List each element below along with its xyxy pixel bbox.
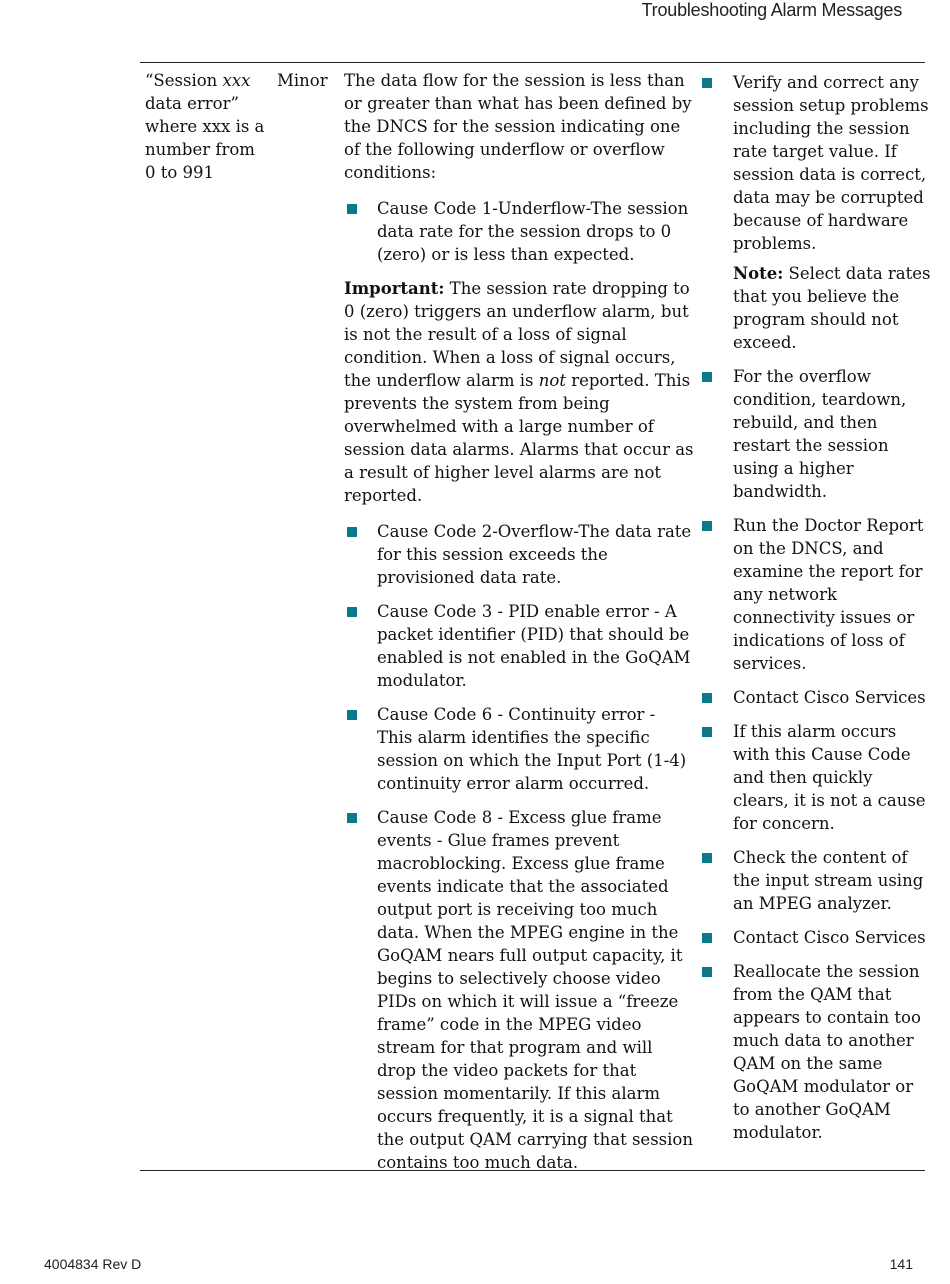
table-top-rule bbox=[140, 62, 925, 63]
severity-value: Minor bbox=[277, 71, 328, 90]
action-item: Reallocate the session from the QAM that appears to contain too much data to another QAM on the same GoQAM modulator or to another GoQAM modulator. bbox=[700, 960, 932, 1144]
alarm-name: “Session xxx data error” where xxx is a number from 0 to 991 bbox=[145, 71, 265, 182]
bullet-square-icon bbox=[347, 813, 357, 823]
table-bottom-rule bbox=[140, 1170, 925, 1171]
action-note: Note: Select data rates that you believe the program should not exceed. bbox=[733, 264, 931, 352]
cause-code-6-item: Cause Code 6 - Continuity error - This alarm identifies the specific session on which the Input Port (1-4) continuity error alarm occurred. bbox=[344, 703, 694, 795]
action-item: For the overflow condition, teardown, rebuild, and then restart the session using a higher bandwidth. bbox=[700, 365, 932, 503]
action-item: Verify and correct any session setup problems including the session rate target value. If session data is correct, data may be corrupted because of hardware problems. bbox=[700, 71, 932, 255]
cause-code-2-item: Cause Code 2-Overflow-The data rate for this session exceeds the provisioned data rate. bbox=[344, 520, 694, 589]
cause-code-8-item: Cause Code 8 - Excess glue frame events - Glue frames prevent macroblocking. Excess glue frame events indicate that the associated output port is receiving too much data. When the MPEG engine in the GoQAM nears full output capacity, it begins to selectively choose video PIDs on which it will issue a “freeze frame” code in the MPEG video stream for that program and will drop the video packets for that session momentarily. If this alarm occurs frequently, it is a signal that the output QAM carrying that session contains too much data. bbox=[344, 806, 694, 1174]
bullet-square-icon bbox=[347, 607, 357, 617]
description-cell bbox=[344, 69, 694, 1174]
action-item: Contact Cisco Services bbox=[700, 686, 932, 709]
action-item: Contact Cisco Services bbox=[700, 926, 932, 949]
running-header-title: Troubleshooting Alarm Messages bbox=[641, 0, 902, 20]
document-id: 4004834 Rev D bbox=[44, 1256, 142, 1272]
bullet-square-icon bbox=[702, 372, 712, 382]
cause-code-1-item: Cause Code 1-Underflow-The session data rate for the session drops to 0 (zero) or is less than expected. bbox=[344, 197, 694, 266]
bullet-square-icon bbox=[347, 710, 357, 720]
action-item: If this alarm occurs with this Cause Code and then quickly clears, it is not a cause for concern. bbox=[700, 720, 932, 835]
severity-cell bbox=[277, 69, 337, 92]
corrective-action-cell bbox=[700, 71, 932, 1144]
page-number: 141 bbox=[889, 1256, 913, 1272]
action-item: Check the content of the input stream using an MPEG analyzer. bbox=[700, 846, 932, 915]
description-intro: The data flow for the session is less than or greater than what has been defined by the DNCS for the session indicating one of the following underflow or overflow conditions: bbox=[344, 71, 692, 182]
bullet-square-icon bbox=[702, 521, 712, 531]
bullet-square-icon bbox=[702, 967, 712, 977]
bullet-square-icon bbox=[702, 853, 712, 863]
bullet-square-icon bbox=[347, 204, 357, 214]
bullet-square-icon bbox=[702, 727, 712, 737]
bullet-square-icon bbox=[702, 933, 712, 943]
important-note: Important: The session rate dropping to 0 (zero) triggers an underflow alarm, but is not the result of a loss of signal condition. When a loss of signal occurs, the underflow alarm is not reported. This prevents the system from being overwhelmed with a large number of session data alarms. Alarms that occur as a result of higher level alarms are not reported. bbox=[344, 279, 694, 505]
bullet-square-icon bbox=[702, 693, 712, 703]
bullet-square-icon bbox=[347, 527, 357, 537]
bullet-square-icon bbox=[702, 78, 712, 88]
action-item: Run the Doctor Report on the DNCS, and examine the report for any network connectivity issues or indications of loss of services. bbox=[700, 514, 932, 675]
alarm-name-cell bbox=[145, 69, 270, 184]
cause-code-3-item: Cause Code 3 - PID enable error - A packet identifier (PID) that should be enabled is not enabled in the GoQAM modulator. bbox=[344, 600, 694, 692]
